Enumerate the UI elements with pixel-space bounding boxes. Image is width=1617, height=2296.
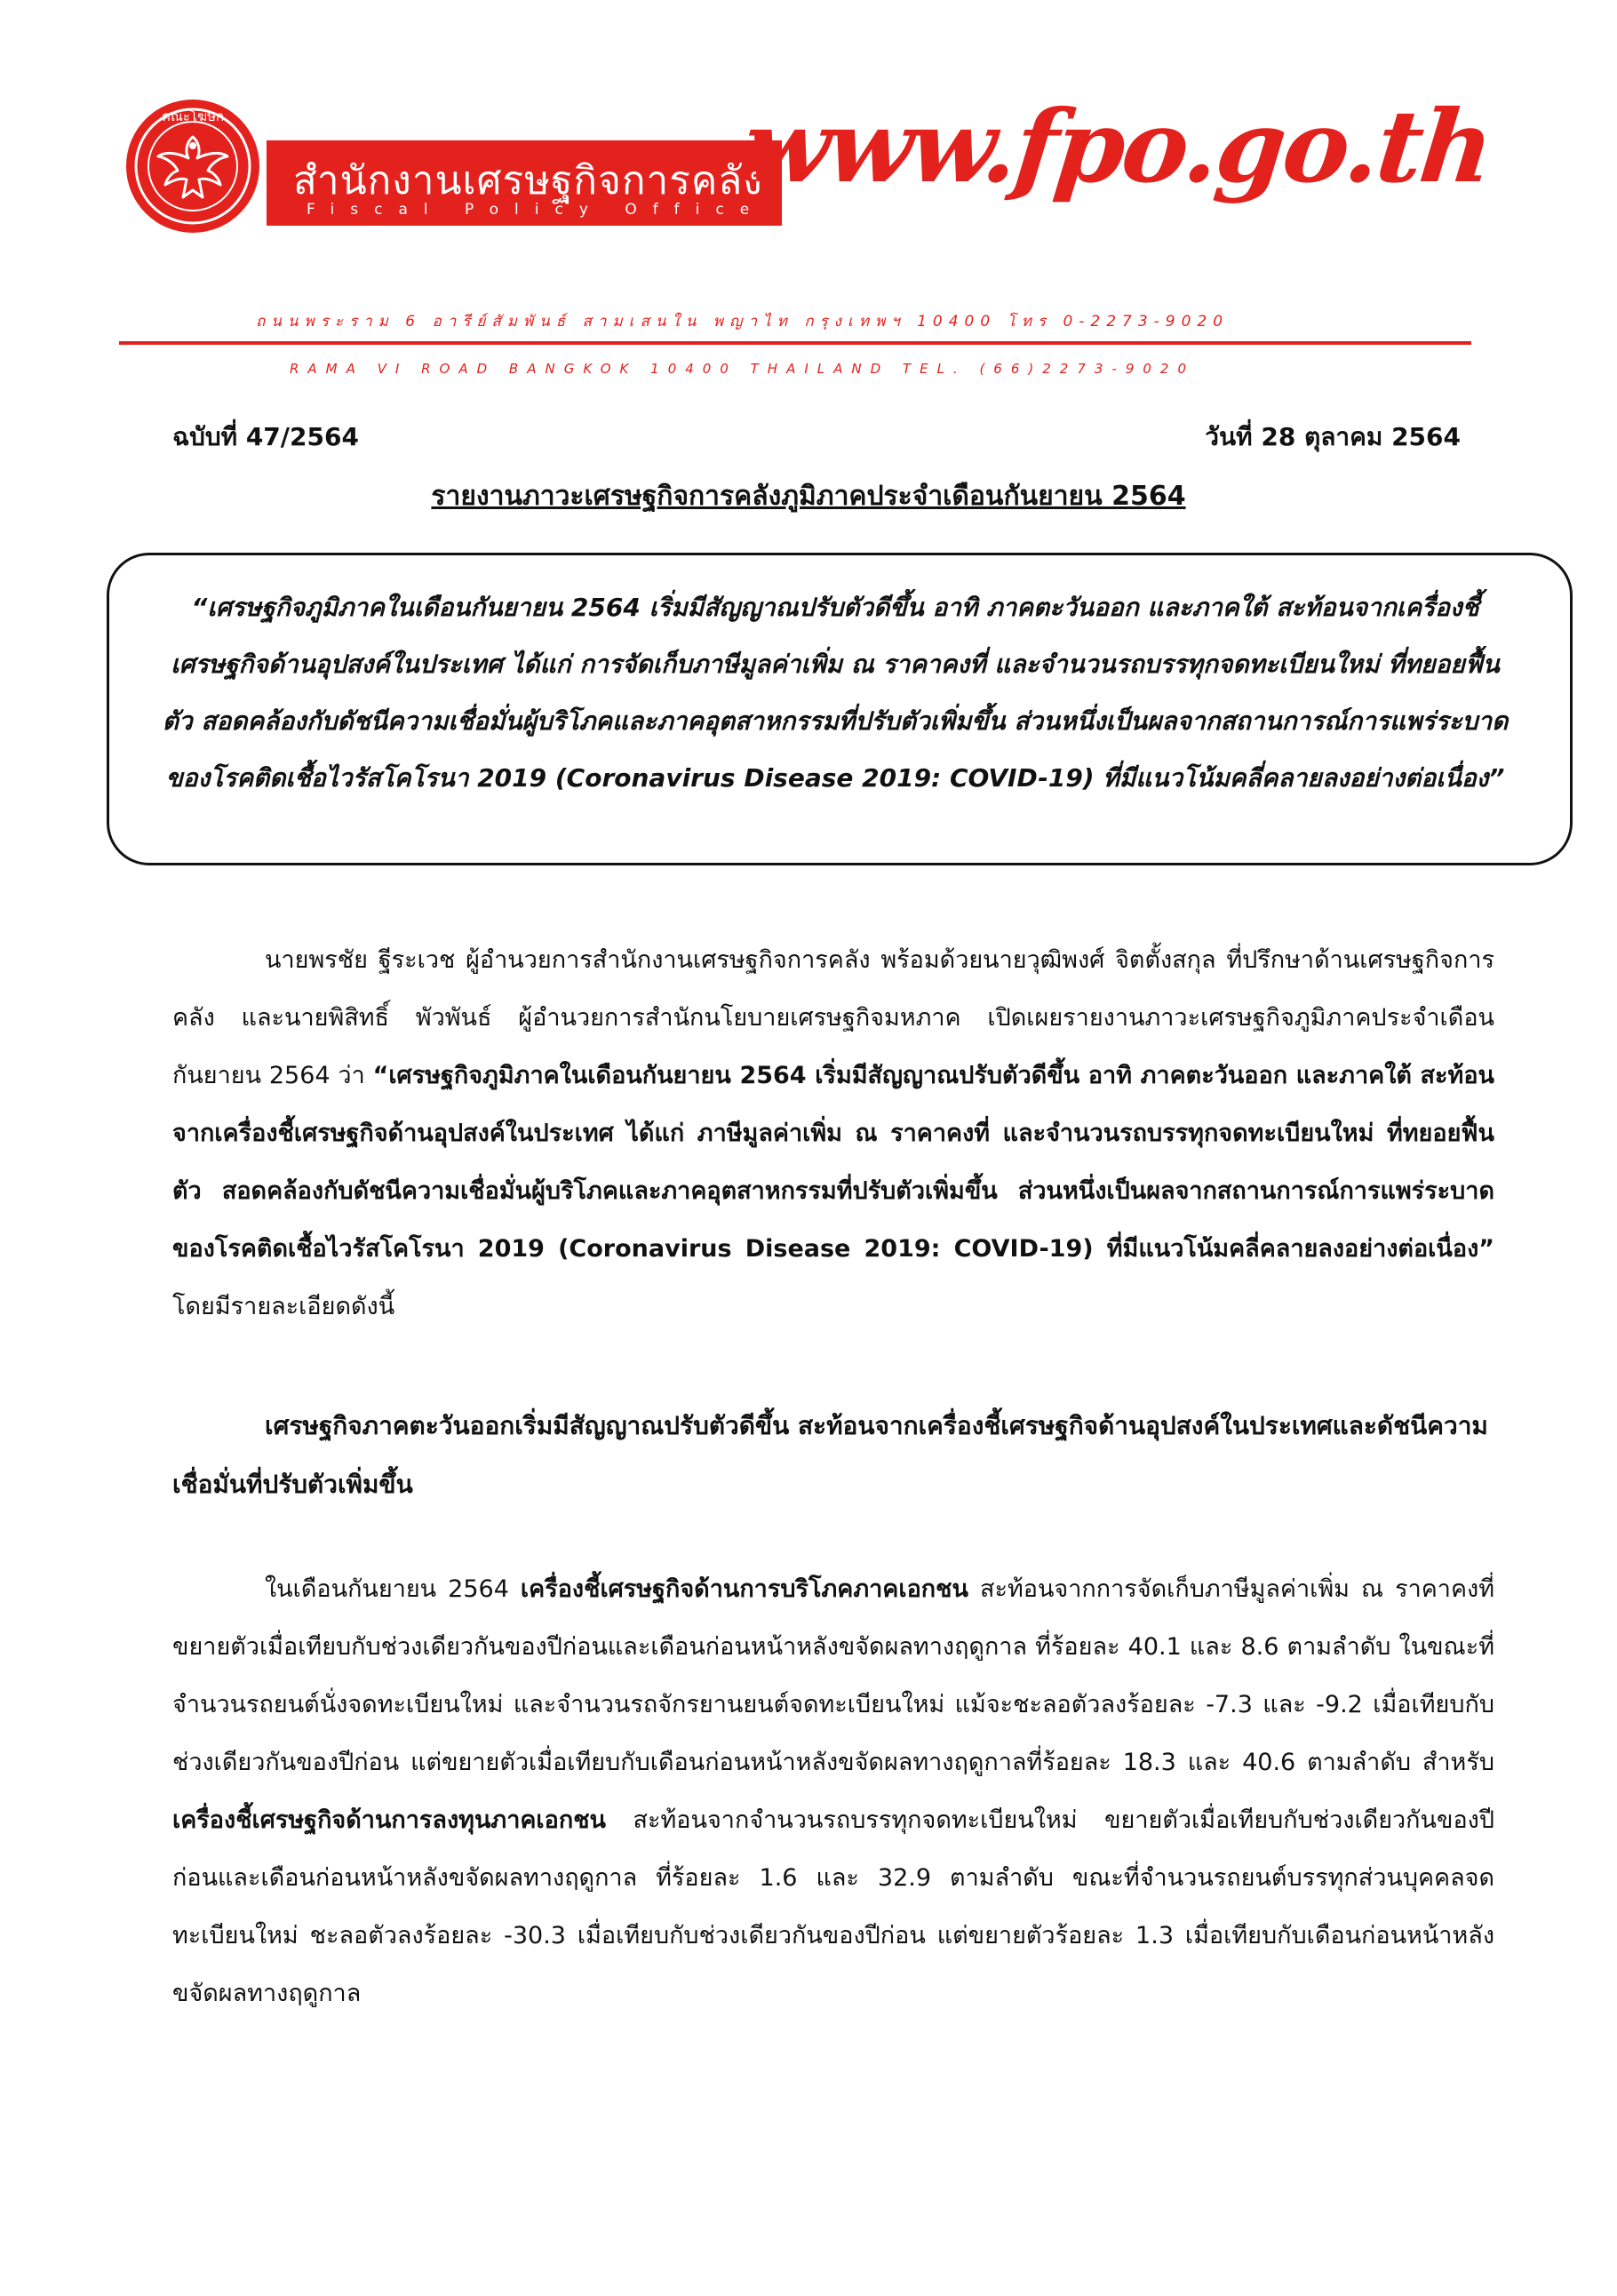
east-bold-investment: เครื่องชี้เศรษฐกิจด้านการลงทุนภาคเอกชน [172,1806,606,1834]
east-text-1: ในเดือนกันยายน 2564 [265,1575,509,1603]
intro-lead: นายพรชัย ฐีระเวช ผู้อำนวยการสำนักงานเศรษฐกิจการคลัง พร้อมด้วยนายวุฒิพงศ์ จิตตั้งสกุล ที่ปรึกษาด้านเศรษฐกิจการคลัง และนายพิสิทธิ์ พัวพันธ์ ผู้อำนวยการสำนักนโยบายเศรษฐกิจมหภาค เปิดเผยรายงานภาวะเศรษฐกิจภูมิภาคประจำเดือนกันยายน 2564 ว่า [172,946,1494,1089]
letterhead-divider [119,341,1471,345]
section-heading-text: เศรษฐกิจภาคตะวันออกเริ่มมีสัญญาณปรับตัวดีขึ้น สะท้อนจากเครื่องชี้เศรษฐกิจด้านอุปสงค์ในประเทศและดัชนีความเชื่อมั่นที่ปรับตัวเพิ่มขึ้น [172,1411,1488,1499]
east-bold-consumption: เครื่องชี้เศรษฐกิจด้านการบริโภคภาคเอกชน [520,1575,968,1603]
page-title: รายงานภาวะเศรษฐกิจการคลังภูมิภาคประจำเดือนกันยายน 2564 [431,481,1186,512]
intro-tail: โดยมีรายละเอียดดังนี้ [172,1293,395,1320]
section-heading-east [172,1397,1494,1514]
fpo-seal-logo [126,100,259,233]
east-paragraph [172,1560,1494,2022]
issue-number: ฉบับที่ 47/2564 [172,422,359,451]
agency-name-en: Fiscal Policy Office [307,201,766,219]
summary-quote: “เศรษฐกิจภูมิภาคในเดือนกันยายน 2564 เริ่มมีสัญญาณปรับตัวดีขึ้น อาทิ ภาคตะวันออก และภาคใต้ สะท้อนจากเครื่องชี้เศรษฐกิจด้านอุปสงค์ในประเทศ ได้แก่ การจัดเก็บภาษีมูลค่าเพิ่ม ณ ราคาคงที่ และจำนวนรถบรรทุกจดทะเบียนใหม่ ที่ทยอยฟื้นตัว สอดคล้องกับดัชนีความเชื่อมั่นผู้บริโภคและภาคอุตสาหกรรมที่ปรับตัวเพิ่มขึ้น ส่วนหนึ่งเป็นผลจากสถานการณ์การแพร่ระบาดของโรคติดเชื้อไวรัสโคโรนา 2019 (Coronavirus Disease 2019: COVID-19) ที่มีแนวโน้มคลี่คลายลงอย่างต่อเนื่อง” [162,593,1509,793]
address-en: RAMA VI ROAD BANGKOK 10400 THAILAND TEL. (66)2273-9020 [290,361,1196,377]
address-th: ถนนพระราม 6 อารีย์สัมพันธ์ สามเสนใน พญาไท กรุงเทพฯ 10400 โทร 0-2273-9020 [256,313,1230,331]
issue-date: วันที่ 28 ตุลาคม 2564 [1205,422,1461,451]
agency-name-th: สำนักงานเศรษฐกิจการคลัง [293,158,763,203]
website-link[interactable]: www.fpo.go.th [738,89,1497,205]
seal-text: คณะโฆษก [161,108,225,124]
intro-paragraph [172,931,1494,1335]
garuda-icon [126,100,259,233]
east-text-3: สะท้อนจากจำนวนรถบรรทุกจดทะเบียนใหม่ ขยายตัวเมื่อเทียบกับช่วงเดียวกันของปีก่อนและเดือนก่อนหน้าหลังขจัดผลทางฤดูกาล ที่ร้อยละ 1.6 และ 32.9 ตามลำดับ ขณะที่จำนวนรถยนต์บรรทุกส่วนบุคคลจดทะเบียนใหม่ ชะลอตัวลงร้อยละ -30.3 เมื่อเทียบกับช่วงเดียวกันของปีก่อน แต่ขยายตัวร้อยละ 1.3 เมื่อเทียบกับเดือนก่อนหน้าหลังขจัดผลทางฤดูกาล [172,1806,1494,2007]
intro-quote: “เศรษฐกิจภูมิภาคในเดือนกันยายน 2564 เริ่มมีสัญญาณปรับตัวดีขึ้น อาทิ ภาคตะวันออก และภาคใต้ สะท้อนจากเครื่องชี้เศรษฐกิจด้านอุปสงค์ในประเทศ ได้แก่ ภาษีมูลค่าเพิ่ม ณ ราคาคงที่ และจำนวนรถบรรทุกจดทะเบียนใหม่ ที่ทยอยฟื้นตัว สอดคล้องกับดัชนีความเชื่อมั่นผู้บริโภคและภาคอุตสาหกรรมที่ปรับตัวเพิ่มขึ้น ส่วนหนึ่งเป็นผลจากสถานการณ์การแพร่ระบาดของโรคติดเชื้อไวรัสโคโรนา 2019 (Coronavirus Disease 2019: COVID-19) ที่มีแนวโน้มคลี่คลายลงอย่างต่อเนื่อง” [172,1062,1495,1263]
east-text-2: สะท้อนจากการจัดเก็บภาษีมูลค่าเพิ่ม ณ ราคาคงที่ ขยายตัวเมื่อเทียบกับช่วงเดียวกันของปีก่อนและเดือนก่อนหน้าหลังขจัดผลทางฤดูกาล ที่ร้อยละ 40.1 และ 8.6 ตามลำดับ ในขณะที่จำนวนรถยนต์นั่งจดทะเบียนใหม่ และจำนวนรถจักรยานยนต์จดทะเบียนใหม่ แม้จะชะลอตัวลงร้อยละ -7.3 และ -9.2 เมื่อเทียบกับช่วงเดียวกันของปีก่อน แต่ขยายตัวเมื่อเทียบกับเดือนก่อนหน้าหลังขจัดผลทางฤดูกาลที่ร้อยละ 18.3 และ 40.6 ตามลำดับ สำหรับ [172,1575,1495,1776]
